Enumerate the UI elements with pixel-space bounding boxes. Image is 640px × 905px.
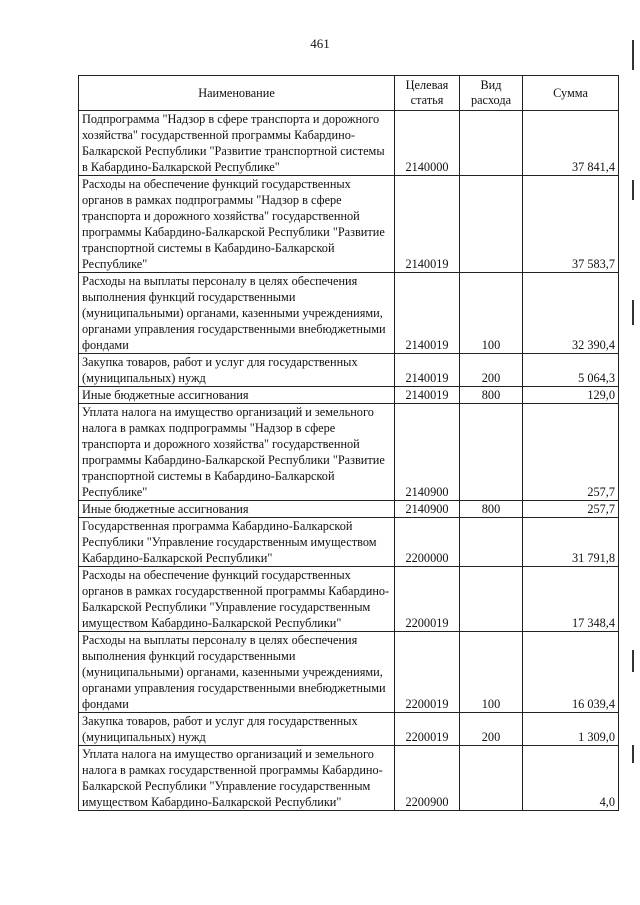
header-sum: Сумма xyxy=(523,76,619,111)
row-name: Расходы на обеспечение функций государственных органов в рамках государственной программы Кабардино-Балкарской Республики "Управление государственным имуществом Кабардино-Балкарской Республики" xyxy=(79,567,395,632)
budget-table xyxy=(78,75,619,811)
table-row xyxy=(79,404,619,501)
row-code: 2140900 xyxy=(395,501,460,518)
row-code: 2200019 xyxy=(395,713,460,746)
row-type xyxy=(460,111,523,176)
table-row xyxy=(79,387,619,404)
row-name: Иные бюджетные ассигнования xyxy=(79,501,395,518)
scan-edge-mark xyxy=(632,40,634,70)
table-header-row xyxy=(79,76,619,111)
scan-edge-mark xyxy=(632,745,634,763)
row-sum: 17 348,4 xyxy=(523,567,619,632)
row-type: 200 xyxy=(460,713,523,746)
row-sum: 32 390,4 xyxy=(523,273,619,354)
row-type: 100 xyxy=(460,273,523,354)
row-code: 2200019 xyxy=(395,567,460,632)
table-row xyxy=(79,518,619,567)
table-row xyxy=(79,632,619,713)
page-number: 461 xyxy=(310,36,330,51)
row-type xyxy=(460,746,523,811)
row-name: Государственная программа Кабардино-Балкарской Республики "Управление государственным имуществом Кабардино-Балкарской Республики" xyxy=(79,518,395,567)
row-type xyxy=(460,567,523,632)
row-sum: 4,0 xyxy=(523,746,619,811)
row-type xyxy=(460,176,523,273)
row-code: 2140019 xyxy=(395,176,460,273)
row-sum: 1 309,0 xyxy=(523,713,619,746)
table-row xyxy=(79,176,619,273)
row-type xyxy=(460,404,523,501)
row-sum: 37 841,4 xyxy=(523,111,619,176)
header-type: Вид расхода xyxy=(460,76,523,111)
table-row xyxy=(79,713,619,746)
row-code: 2140900 xyxy=(395,404,460,501)
row-type: 800 xyxy=(460,387,523,404)
header-code: Целевая статья xyxy=(395,76,460,111)
row-code: 2200900 xyxy=(395,746,460,811)
row-code: 2140019 xyxy=(395,273,460,354)
row-sum: 257,7 xyxy=(523,404,619,501)
table-row xyxy=(79,746,619,811)
row-sum: 129,0 xyxy=(523,387,619,404)
table-row xyxy=(79,111,619,176)
row-type: 100 xyxy=(460,632,523,713)
row-sum: 37 583,7 xyxy=(523,176,619,273)
row-code: 2140019 xyxy=(395,354,460,387)
row-code: 2140019 xyxy=(395,387,460,404)
row-sum: 31 791,8 xyxy=(523,518,619,567)
scan-edge-mark xyxy=(632,180,634,200)
row-type xyxy=(460,518,523,567)
row-type: 200 xyxy=(460,354,523,387)
row-name: Иные бюджетные ассигнования xyxy=(79,387,395,404)
row-type: 800 xyxy=(460,501,523,518)
row-name: Закупка товаров, работ и услуг для государственных (муниципальных) нужд xyxy=(79,713,395,746)
scan-edge-mark xyxy=(632,300,634,325)
table-row xyxy=(79,273,619,354)
table-row xyxy=(79,501,619,518)
row-code: 2140000 xyxy=(395,111,460,176)
row-name: Уплата налога на имущество организаций и земельного налога в рамках подпрограммы "Надзор в сфере транспорта и дорожного хозяйства" государственной программы Кабардино-Балкарской Республики "Развитие транспортной системы в Кабардино-Балкарской Республике" xyxy=(79,404,395,501)
row-code: 2200000 xyxy=(395,518,460,567)
row-name: Уплата налога на имущество организаций и земельного налога в рамках государственной программы Кабардино-Балкарской Республики "Управление государственным имуществом Кабардино-Балкарской Республики" xyxy=(79,746,395,811)
header-name: Наименование xyxy=(79,76,395,111)
row-sum: 5 064,3 xyxy=(523,354,619,387)
table-row xyxy=(79,354,619,387)
scan-edge-mark xyxy=(632,650,634,672)
row-name: Подпрограмма "Надзор в сфере транспорта и дорожного хозяйства" государственной программы Кабардино-Балкарской Республики "Развитие транспортной системы в Кабардино-Балкарской Республике" xyxy=(79,111,395,176)
row-name: Расходы на выплаты персоналу в целях обеспечения выполнения функций государственными (муниципальными) органами, казенными учреждениями, органами управления государственными внебюджетными фондами xyxy=(79,273,395,354)
row-sum: 16 039,4 xyxy=(523,632,619,713)
row-code: 2200019 xyxy=(395,632,460,713)
table-row xyxy=(79,567,619,632)
row-name: Расходы на выплаты персоналу в целях обеспечения выполнения функций государственными (муниципальными) органами, казенными учреждениями, органами управления государственными внебюджетными фондами xyxy=(79,632,395,713)
row-name: Расходы на обеспечение функций государственных органов в рамках подпрограммы "Надзор в сфере транспорта и дорожного хозяйства" государственной программы Кабардино-Балкарской Республики "Развитие транспортной системы в Кабардино-Балкарской Республике" xyxy=(79,176,395,273)
row-sum: 257,7 xyxy=(523,501,619,518)
row-name: Закупка товаров, работ и услуг для государственных (муниципальных) нужд xyxy=(79,354,395,387)
